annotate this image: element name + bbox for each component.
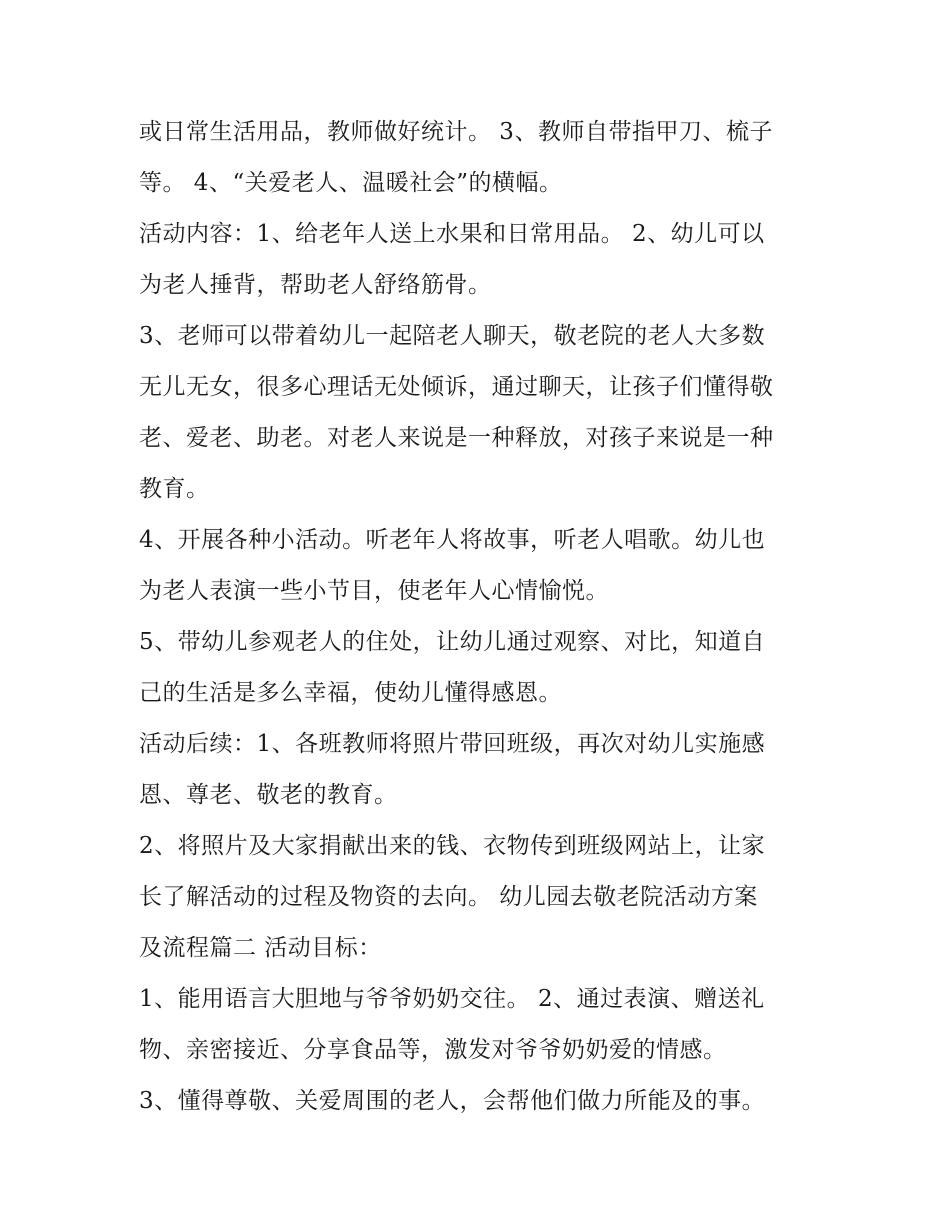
text-line: 老、爱老、助老。对老人来说是一种释放，对孩子来说是一种 [139,425,774,451]
text-line: 为老人捶背，帮助老人舒络筋骨。 [139,272,492,298]
text-line: 为老人表演一些小节目，使老年人心情愉悦。 [139,578,609,604]
document-body [139,107,819,1127]
text-line: 教育。 [139,476,210,502]
text-line: 2、将照片及大家捐献出来的钱、衣物传到班级网站上，让家 [139,833,766,859]
text-line: 活动内容：1、给老年人送上水果和日常用品。 2、幼儿可以 [139,221,765,247]
text-line: 长了解活动的过程及物资的去向。 幼儿园去敬老院活动方案 [139,884,758,910]
text-line: 物、亲密接近、分享食品等，激发对爷爷奶奶爱的情感。 [139,1037,727,1063]
text-line: 恩、尊老、敬老的教育。 [139,782,398,808]
text-line: 3、懂得尊敬、关爱周围的老人，会帮他们做力所能及的事。 [139,1088,766,1114]
text-line: 或日常生活用品，教师做好统计。 3、教师自带指甲刀、梳子 [139,119,773,145]
text-line: 及流程篇二 活动目标： [139,935,382,961]
text-line: 己的生活是多么幸福，使幼儿懂得感恩。 [139,680,562,706]
text-line: 等。 4、“关爱老人、温暖社会”的横幅。 [139,170,563,196]
text-line: 3、老师可以带着幼儿一起陪老人聊天，敬老院的老人大多数 [139,323,766,349]
text-line: 活动后续：1、各班教师将照片带回班级，再次对幼儿实施感 [139,731,766,757]
text-line: 4、开展各种小活动。听老年人将故事，听老人唱歌。幼儿也 [139,527,766,553]
text-line: 无儿无女，很多心理话无处倾诉，通过聊天，让孩子们懂得敬 [139,374,774,400]
text-line: 1、能用语言大胆地与爷爷奶奶交往。 2、通过表演、赠送礼 [139,986,765,1012]
text-line: 5、带幼儿参观老人的住处，让幼儿通过观察、对比，知道自 [139,629,766,655]
